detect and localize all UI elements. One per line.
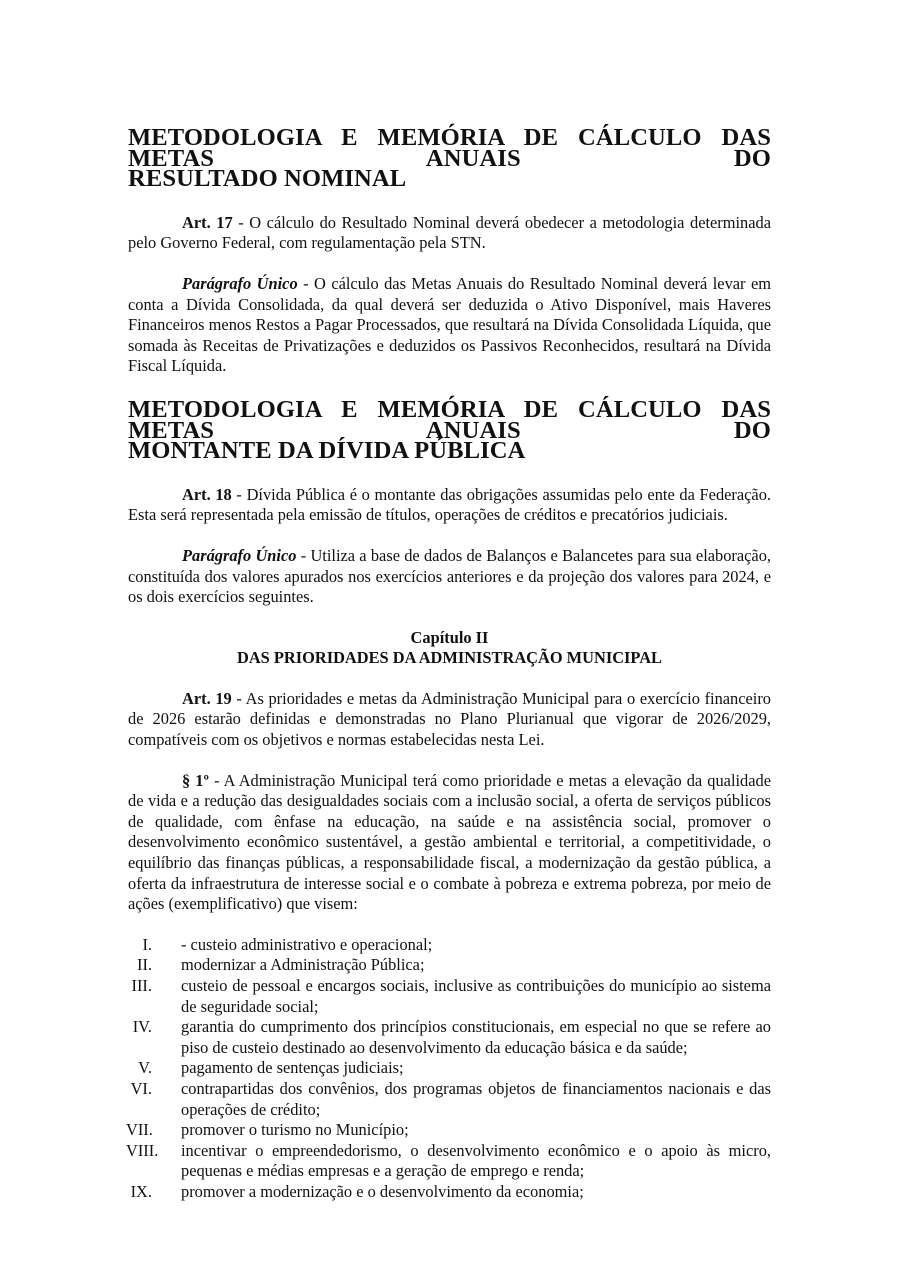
item-text: incentivar o empreendedorismo, o desenvolvimento econômico e o apoio às micro, pequenas e médias empresas e a geração de emprego e renda;: [181, 1140, 771, 1181]
item-numeral: VIII.: [126, 1140, 159, 1160]
paragraph-label: Parágrafo Único: [182, 273, 298, 293]
list-item: [128, 1058, 771, 1079]
paragraph-1: [128, 771, 771, 915]
item-numeral: I.: [142, 934, 152, 954]
item-text: promover a modernização e o desenvolvimento da economia;: [181, 1181, 584, 1201]
paragrafo-unico-17: [128, 274, 771, 377]
paragraph-label: § 1º: [182, 770, 209, 790]
article-17: [128, 213, 771, 254]
list-item: [128, 1182, 771, 1203]
heading-line: METODOLOGIA E MEMÓRIA DE CÁLCULO DAS METAS ANUAIS DO: [128, 395, 771, 444]
item-numeral: VI.: [130, 1078, 152, 1098]
article-label: Art. 19: [182, 688, 232, 708]
heading-line: METODOLOGIA E MEMÓRIA DE CÁLCULO DAS METAS ANUAIS DO: [128, 124, 771, 172]
priorities-list: [128, 935, 771, 1203]
item-numeral: III.: [131, 976, 152, 995]
list-item: [128, 976, 771, 1017]
paragraph-text: - Utiliza a base de dados de Balanços e Balancetes para sua elaboração, constituída dos valores apurados nos exercícios anteriores e da projeção dos valores para 2024, e os dois exercícios seguintes.: [128, 545, 771, 607]
item-numeral: VII.: [126, 1120, 153, 1140]
item-numeral: V.: [138, 1058, 152, 1078]
article-text: - O cálculo do Resultado Nominal deverá obedecer a metodologia determinada pelo Governo Federal, com regulamentação pela STN.: [128, 212, 771, 253]
item-numeral: IX.: [130, 1181, 152, 1201]
item-text: modernizar a Administração Pública;: [181, 955, 425, 975]
item-text: - custeio administrativo e operacional;: [181, 934, 433, 954]
item-text: promover o turismo no Município;: [181, 1120, 409, 1140]
article-text: - Dívida Pública é o montante das obrigações assumidas pelo ente da Federação. Esta será representada pela emissão de títulos, operações de créditos e precatórios judiciais.: [128, 484, 771, 525]
paragraph-label: Parágrafo Único: [182, 545, 297, 565]
article-18: [128, 485, 771, 526]
item-text: custeio de pessoal e encargos sociais, inclusive as contribuições do município ao sistema de seguridade social;: [181, 976, 771, 1016]
list-item: [128, 1079, 771, 1120]
item-text: garantia do cumprimento dos princípios constitucionais, em especial no que se refere ao piso de custeio destinado ao desenvolvimento da educação básica e da saúde;: [181, 1017, 771, 1057]
article-label: Art. 17: [182, 212, 233, 232]
article-label: Art. 18: [182, 484, 232, 504]
section-heading-divida-publica: [128, 395, 771, 465]
list-item: [128, 1017, 771, 1058]
list-item: [128, 935, 771, 956]
item-text: pagamento de sentenças judiciais;: [181, 1058, 404, 1078]
article-19: [128, 689, 771, 751]
section-heading-resultado-nominal: [128, 124, 771, 193]
item-text: contrapartidas dos convênios, dos programas objetos de financiamentos nacionais e das operações de crédito;: [181, 1078, 771, 1119]
chapter-title: DAS PRIORIDADES DA ADMINISTRAÇÃO MUNICIPAL: [237, 648, 662, 668]
heading-line: MONTANTE DA DÍVIDA PÚBLICA: [128, 437, 526, 465]
heading-line: RESULTADO NOMINAL: [128, 165, 407, 193]
document-page: [126, 124, 772, 1203]
item-numeral: II.: [136, 955, 152, 975]
paragrafo-unico-18: [128, 546, 771, 608]
list-item: [128, 1141, 771, 1182]
list-item: [128, 955, 771, 976]
paragraph-text: - A Administração Municipal terá como prioridade e metas a elevação da qualidade de vida e a redução das desigualdades sociais com a inclusão social, a oferta de serviços públicos de qualidade, com ênfase na educação, na saúde e na assistência social, promover o desenvolvimento econômico sustentável, a gestão ambiental e territorial, a competitividade, o equilíbrio das finanças públicas, a responsabilidade fiscal, a modernização da gestão pública, a oferta da infraestrutura de interesse social e o combate à pobreza e extrema pobreza, por meio de ações (exemplificativo) que visem:: [128, 770, 771, 914]
article-text: - As prioridades e metas da Administração Municipal para o exercício financeiro de 2026 estarão definidas e demonstradas no Plano Plurianual que vigorar de 2026/2029, compatíveis com os objetivos e normas estabelecidas nesta Lei.: [128, 688, 772, 750]
chapter-number: Capítulo II: [410, 627, 489, 647]
item-numeral: IV.: [132, 1017, 152, 1037]
list-item: [128, 1120, 771, 1141]
paragraph-text: - O cálculo das Metas Anuais do Resultado Nominal deverá levar em conta a Dívida Consolidada, da qual deverá ser deduzida o Ativo Disponível, mais Haveres Financeiros menos Restos a Pagar Processados, que resultará na Dívida Consolidada Líquida, que somada às Receitas de Privatizações e deduzidos os Passivos Reconhecidos, resultará na Dívida Fiscal Líquida.: [128, 273, 771, 376]
